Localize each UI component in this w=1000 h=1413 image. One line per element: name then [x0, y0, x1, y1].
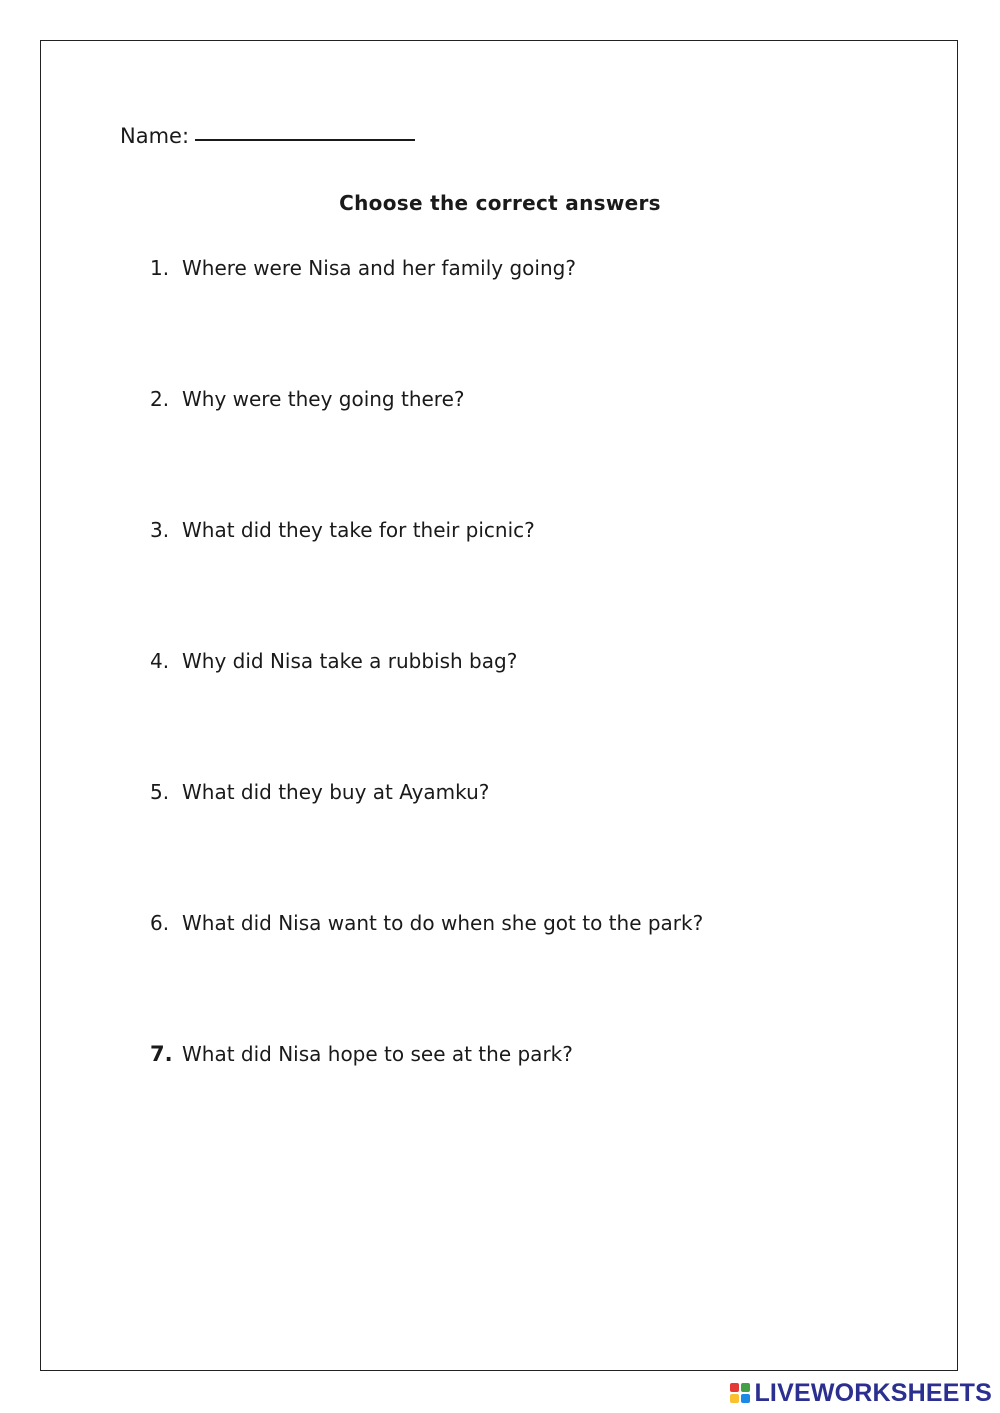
- question-6: [150, 911, 703, 935]
- question-text: What did Nisa hope to see at the park?: [182, 1042, 573, 1066]
- liveworksheets-brand-text: LIVEWORKSHEETS: [754, 1378, 992, 1407]
- name-blank-line: [195, 139, 415, 141]
- logo-square-yellow: [730, 1394, 739, 1403]
- name-row: [120, 124, 415, 148]
- worksheet-border: [40, 40, 958, 1371]
- question-text: Why did Nisa take a rubbish bag?: [182, 649, 518, 673]
- question-number: 2.: [150, 387, 170, 411]
- question-number: 3.: [150, 518, 170, 542]
- question-number: 4.: [150, 649, 170, 673]
- logo-square-green: [741, 1383, 750, 1392]
- liveworksheets-mark-icon: [730, 1383, 750, 1403]
- question-7: [150, 1042, 573, 1066]
- question-text: What did Nisa want to do when she got to the park?: [182, 911, 704, 935]
- worksheet-title: Choose the correct answers: [339, 191, 661, 215]
- name-label: Name:: [120, 124, 190, 148]
- question-number: 6.: [150, 911, 170, 935]
- question-text: What did they take for their picnic?: [182, 518, 535, 542]
- question-2: [150, 387, 465, 411]
- question-1: [150, 256, 576, 280]
- logo-square-blue: [741, 1394, 750, 1403]
- question-number: 1.: [150, 256, 170, 280]
- question-4: [150, 649, 517, 673]
- question-text: Why were they going there?: [182, 387, 465, 411]
- question-text: What did they buy at Ayamku?: [182, 780, 490, 804]
- question-number: 5.: [150, 780, 170, 804]
- question-5: [150, 780, 489, 804]
- question-text: Where were Nisa and her family going?: [182, 256, 576, 280]
- question-3: [150, 518, 535, 542]
- liveworksheets-logo[interactable]: [730, 1377, 992, 1409]
- question-number: 7.: [150, 1042, 173, 1066]
- logo-square-red: [730, 1383, 739, 1392]
